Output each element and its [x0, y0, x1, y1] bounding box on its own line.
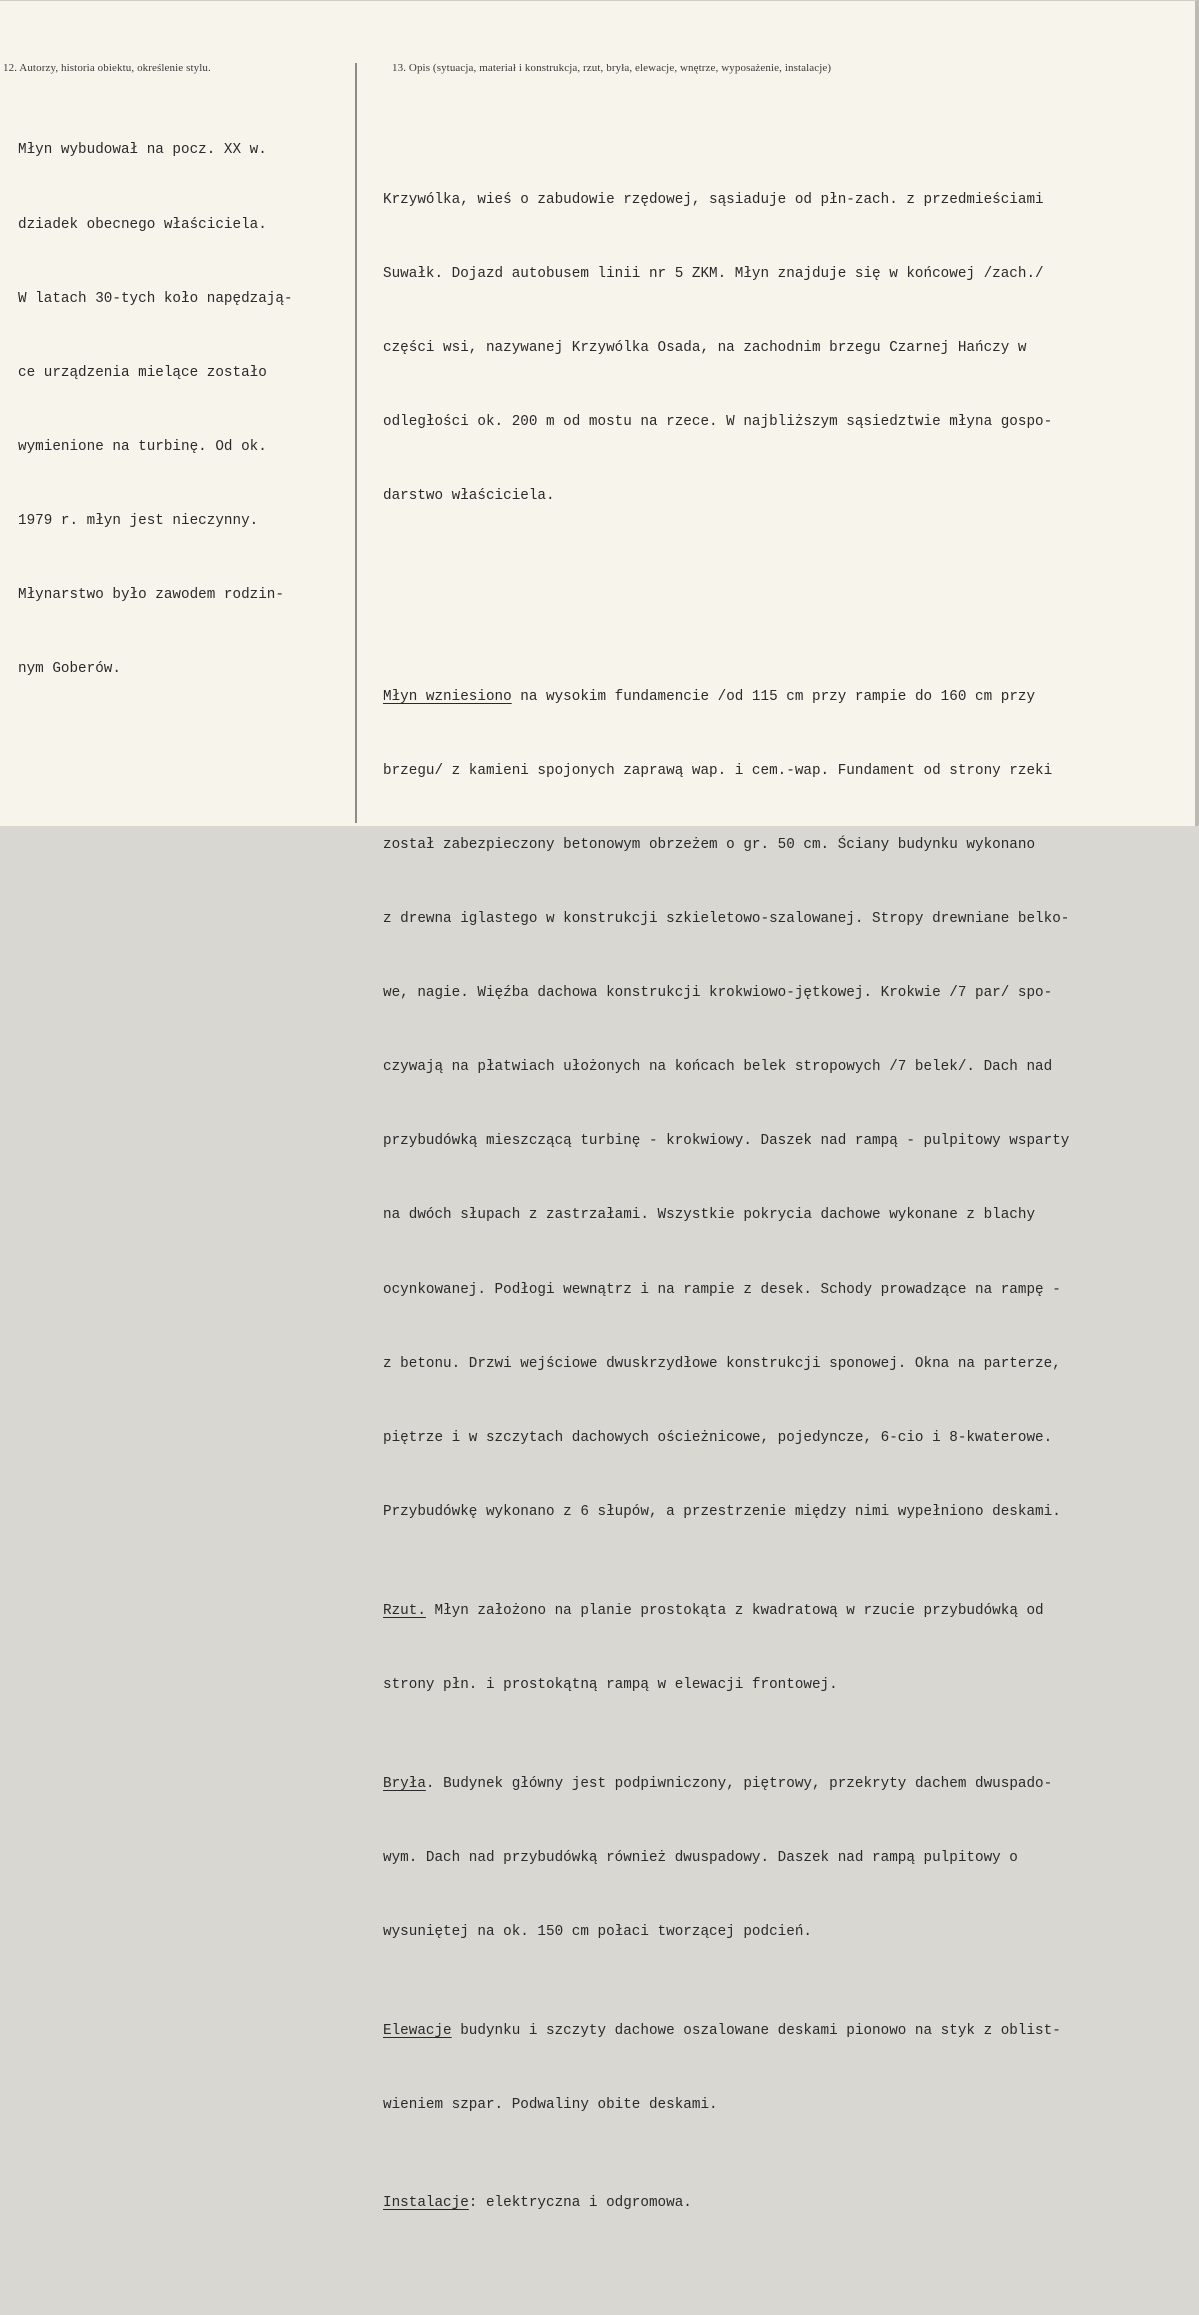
history-line: dziadek obecnego właściciela. — [18, 216, 267, 233]
description-line: Przybudówkę wykonano z 6 słupów, a przestrzenie między nimi wypełniono deskami. — [383, 1503, 1061, 1520]
description-line: wieniem szpar. Podwaliny obite deskami. — [383, 2096, 718, 2113]
description-line: Krzywólka, wieś o zabudowie rzędowej, sąsiaduje od płn-zach. z przedmieściami — [383, 191, 1044, 208]
description-line: odległości ok. 200 m od mostu na rzece. W najbliższym sąsiedztwie młyna gospo- — [383, 414, 1053, 431]
description-line: brzegu/ z kamieni spojonych zaprawą wap. i cem.-wap. Fundament od strony rzeki — [383, 762, 1053, 779]
situation-paragraph — [383, 138, 1069, 558]
description-line: wysuniętej na ok. 150 cm połaci tworzącej podcień. — [383, 1923, 812, 1940]
description-line: wym. Dach nad przybudówką również dwuspadowy. Daszek nad rampą pulpitowy o — [383, 1849, 1018, 1866]
elevation-first-line: budynku i szczyty dachowe oszalowane deskami pionowo na styk z oblist- — [451, 2022, 1061, 2039]
history-line: W latach 30-tych koło napędzają- — [18, 290, 293, 307]
mass-heading: Bryła — [383, 1775, 426, 1792]
description-line: we, nagie. Więźba dachowa konstrukcji krokwiowo-jętkowej. Krokwie /7 par/ spo- — [383, 985, 1053, 1002]
description-line: został zabezpieczony betonowym obrzeżem o gr. 50 cm. Ściany budynku wykonano — [383, 836, 1036, 853]
description-line — [383, 1599, 1069, 1624]
description-line: Suwałk. Dojazd autobusem linii nr 5 ZKM. Młyn znajduje się w końcowej /zach./ — [383, 265, 1044, 282]
history-field-label: 12. Autorzy, historia obiektu, określenie stylu. — [3, 62, 211, 74]
description-line: przybudówką mieszczącą turbinę - krokwiowy. Daszek nad rampą - pulpitowy wsparty — [383, 1133, 1070, 1150]
description-line: z drewna iglastego w konstrukcji szkieletowo-szalowanej. Stropy drewniane belko- — [383, 911, 1070, 928]
description-line: na dwóch słupach z zastrzałami. Wszystkie pokrycia dachowe wykonane z blachy — [383, 1207, 1036, 1224]
description-line: czywają na płatwiach ułożonych na końcach belek stropowych /7 belek/. Dach nad — [383, 1059, 1053, 1076]
description-field-label: 13. Opis (sytuacja, materiał i konstrukcja, rzut, bryła, elewacje, wnętrze, wyposażenie, instalacje) — [392, 62, 832, 74]
description-line — [383, 685, 1069, 710]
installations-heading: Instalacje — [383, 2195, 469, 2212]
history-text — [18, 89, 293, 731]
description-line — [383, 2191, 1069, 2216]
history-line: nym Goberów. — [18, 661, 121, 678]
description-line: darstwo właściciela. — [383, 488, 555, 505]
history-line: wymienione na turbinę. Od ok. — [18, 438, 267, 455]
plan-heading: Rzut. — [383, 1602, 426, 1619]
construction-first-line: na wysokim fundamencie /od 115 cm przy rampie do 160 cm przy — [511, 688, 1036, 705]
construction-heading: Młyn wzniesiono — [383, 688, 512, 705]
elevation-heading: Elewacje — [383, 2022, 452, 2039]
description-line: piętrze i w szczytach dachowych ościeżnicowe, pojedyncze, 6-cio i 8-kwaterowe. — [383, 1429, 1053, 1446]
history-line: Młyn wybudował na pocz. XX w. — [18, 142, 267, 159]
description-text — [383, 89, 1069, 2315]
column-divider — [355, 63, 357, 823]
history-line: ce urządzenia mielące zostało — [18, 364, 267, 381]
history-line: 1979 r. młyn jest nieczynny. — [18, 512, 259, 529]
description-line — [383, 2019, 1069, 2044]
description-line — [383, 1772, 1069, 1797]
description-line: strony płn. i prostokątną rampą w elewacji frontowej. — [383, 1676, 838, 1693]
description-line: z betonu. Drzwi wejściowe dwuskrzydłowe konstrukcji sponowej. Okna na parterze, — [383, 1355, 1061, 1372]
history-line: Młynarstwo było zawodem rodzin- — [18, 586, 284, 603]
description-line: części wsi, nazywanej Krzywólka Osada, na zachodnim brzegu Czarnej Hańczy w — [383, 340, 1027, 356]
description-line: ocynkowanej. Podłogi wewnątrz i na rampie z desek. Schody prowadzące na rampę - — [383, 1281, 1061, 1298]
mass-first-line: . Budynek główny jest podpiwniczony, piętrowy, przekryty dachem dwuspado- — [425, 1775, 1053, 1792]
plan-first-line: Młyn założono na planie prostokąta z kwadratową w rzucie przybudówką od — [425, 1602, 1044, 1619]
installations-first-line: : elektryczna i odgromowa. — [468, 2195, 692, 2212]
construction-paragraph — [383, 635, 1069, 2265]
